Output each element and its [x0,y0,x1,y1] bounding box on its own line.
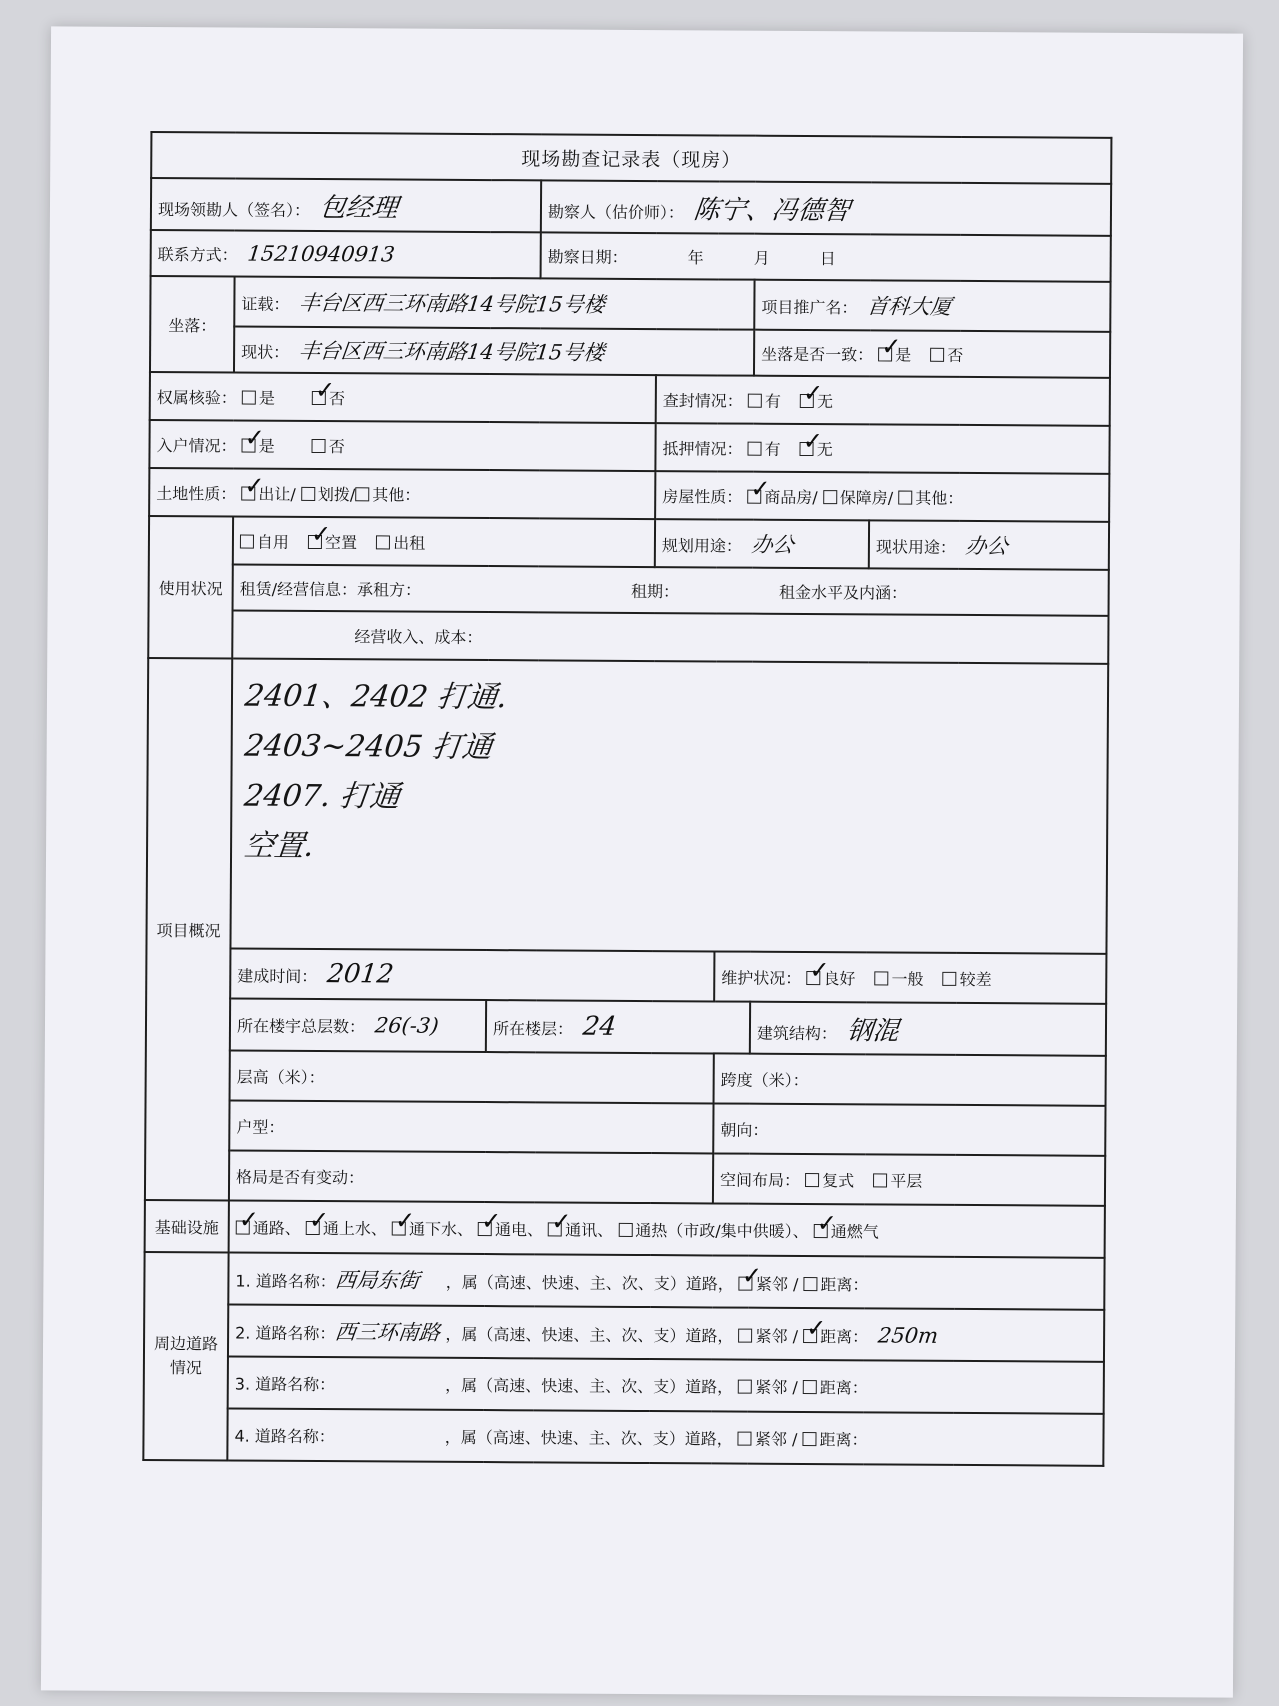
date-cell [541,232,1111,281]
floor-label: 所在楼层： [492,1019,574,1039]
usage-self-checkbox[interactable] [240,534,254,548]
usage-vacant-checkbox[interactable] [308,534,322,548]
roads-label-line2: 情况 [169,1358,202,1378]
infra-telecom-label: 通讯、 [565,1220,614,1240]
entry-yes-label: 是 [258,436,275,456]
seal-have-checkbox[interactable] [748,393,762,407]
seal-cell [656,375,1110,426]
road-4-prefix: 4. 道路名称： [234,1426,335,1446]
infra-telecom-checkbox[interactable] [548,1222,562,1236]
infra-road-checkbox[interactable] [236,1220,250,1234]
entry-cell [149,420,655,471]
infra-water-in-label: 通上水、 [322,1218,387,1238]
infra-water-out-label: 通下水、 [408,1219,474,1239]
usage-self-label: 自用 [256,532,290,552]
planned-cell [655,519,869,568]
ownership-no-checkbox[interactable] [312,390,326,404]
infra-power-checkbox[interactable] [478,1222,492,1236]
usage-rented-checkbox[interactable] [376,535,390,549]
infra-label: 基础设施 [145,1200,229,1253]
form-title: 现场勘查记录表（现房） [151,132,1111,184]
land-allocation-checkbox[interactable] [301,486,315,500]
road-4-adjacent-checkbox[interactable] [738,1431,752,1445]
maint-normal-checkbox[interactable] [874,971,888,985]
entry-yes-checkbox[interactable] [242,438,256,452]
house-other-label: 其他： [915,488,964,508]
space-label: 空间布局： [720,1169,801,1190]
promo-label: 项目推广名： [761,297,858,318]
orientation-cell [713,1103,1105,1155]
entry-no-checkbox[interactable] [312,438,326,452]
usage-vacant-label: 空置 [324,532,358,552]
road-3-distance-checkbox[interactable] [803,1379,817,1393]
consistent-label: 坐落是否一致： [761,344,874,364]
planned-label: 规划用途： [661,536,743,556]
land-label: 土地性质： [156,483,237,504]
built-cell [230,948,714,1001]
maint-poor-checkbox[interactable] [943,971,957,985]
house-commercial-label: 商品房/ [764,487,818,507]
infra-gas-label: 通燃气 [830,1221,879,1241]
promo-cell [754,280,1110,332]
actual-value: 办公 [964,533,1010,559]
structure-value: 钢混 [845,1015,901,1047]
leader-signature: 包经理 [318,192,400,223]
road-1-adjacent-checkbox[interactable] [739,1277,753,1291]
road-3-adjacent-checkbox[interactable] [738,1379,752,1393]
maint-good-checkbox[interactable] [806,971,820,985]
infra-power-label: 通电、 [495,1219,544,1239]
current-address: 丰台区西三环南路14号院15号楼 [297,338,606,365]
surveyor-label: 勘察人（估价师）： [547,201,685,222]
land-sep-label: / [349,484,356,504]
consistent-no-checkbox[interactable] [930,347,944,361]
road-4-adjacent-label: 紧邻 / [754,1429,798,1449]
house-cell [655,471,1109,522]
mortgage-label: 抵押情况： [662,438,743,459]
height-cell [230,1050,714,1103]
note-line-1: 2401、2402 打通. [243,678,509,716]
usage-options-cell [233,516,655,567]
current-cell [234,326,754,375]
floors-label: 所在楼宇总层数： [236,1016,366,1037]
road-2-prefix: 2. 道路名称： [235,1323,336,1344]
contact-value: 15210940913 [246,241,397,267]
road-2-distance-label: 距离： [820,1327,869,1347]
income-label: 经营收入、成本： [354,626,483,647]
unit-label: 户型： [236,1117,285,1137]
entry-no-label: 否 [328,436,345,456]
current-label: 现状： [241,342,290,362]
road-row-4 [227,1408,1103,1465]
entry-label: 入户情况： [156,435,237,456]
road-3-prefix: 3. 道路名称： [234,1374,336,1394]
seal-have-label: 有 [764,391,782,411]
land-transfer-checkbox[interactable] [241,486,255,500]
floor-cell [486,1000,750,1054]
road-1-adjacent-label: 紧邻 / [755,1274,799,1294]
space-flat-checkbox[interactable] [873,1173,887,1187]
road-3-mid: ，属（高速、快速、主、次、支）道路， [445,1375,734,1397]
leader-cell [151,178,541,232]
overview-notes [230,658,1108,953]
road-1-distance-label: 距离： [820,1275,869,1295]
road-2-adjacent-label: 紧邻 / [755,1326,799,1346]
layout-change-cell [229,1150,713,1203]
seal-none-label: 无 [816,391,834,411]
space-duplex-checkbox[interactable] [805,1173,819,1187]
infra-gas-checkbox[interactable] [814,1224,828,1238]
road-1-name: 西局东街 [334,1268,422,1293]
built-value: 2012 [325,959,396,990]
note-line-2: 2403~2405 打通 [242,728,495,766]
road-1-distance-checkbox[interactable] [803,1277,817,1291]
mortgage-none-checkbox[interactable] [800,441,814,455]
contact-cell [151,230,541,278]
consistent-yes-label: 是 [895,345,912,365]
space-cell [713,1153,1105,1205]
space-duplex-label: 复式 [822,1170,855,1190]
contact-label: 联系方式： [157,245,238,265]
surveyor-cell [541,180,1111,235]
consistent-cell [754,330,1110,378]
infra-heating-label: 通热（市政/集中供暖）、 [635,1220,809,1241]
paper-sheet [41,26,1243,1697]
structure-cell [750,1002,1106,1056]
survey-form-table [142,131,1112,1467]
overview-label: 项目概况 [145,658,232,1201]
mortgage-have-label: 有 [764,439,781,459]
cert-label: 证载： [241,294,290,314]
road-2-name: 西三环南路 [334,1320,442,1345]
consistent-no-label: 否 [947,345,964,365]
cert-address: 丰台区西三环南路14号院15号楼 [297,290,607,317]
cert-cell [234,277,754,330]
infra-options-cell [229,1200,1105,1257]
floor-value: 24 [581,1011,618,1042]
house-label: 房屋性质： [662,486,743,507]
span-label: 跨度（米）： [720,1069,809,1090]
usage-rented-label: 出租 [393,532,426,553]
infra-heating-checkbox[interactable] [618,1222,632,1236]
house-commercial-checkbox[interactable] [747,489,761,503]
road-2-distance-checkbox[interactable] [803,1329,817,1343]
mortgage-have-checkbox[interactable] [748,441,762,455]
road-1-prefix: 1. 道路名称： [235,1271,336,1292]
date-month: 月 [753,248,770,268]
ownership-label: 权属核验： [156,387,237,408]
infra-water-in-checkbox[interactable] [306,1220,320,1234]
mortgage-cell [655,423,1109,474]
ownership-no-label: 否 [328,388,346,408]
income-cell [232,610,1108,663]
land-other-checkbox[interactable] [355,487,369,501]
built-label: 建成时间： [237,966,318,987]
floors-cell [230,998,486,1052]
land-other-label: 其他： [372,484,421,505]
ownership-yes-checkbox[interactable] [242,390,256,404]
roads-label-line1: 周边道路 [153,1334,219,1354]
lease-cell [233,564,1109,615]
date-year: 年 [687,247,704,267]
mortgage-none-label: 无 [816,439,833,459]
promo-name: 首科大厦 [865,294,953,319]
note-line-3: 2407. 打通 [242,778,402,815]
house-affordable-checkbox[interactable] [823,490,837,504]
date-label: 勘察日期： [547,246,628,267]
unit-cell [229,1100,713,1153]
road-row-3 [228,1356,1104,1413]
orientation-label: 朝向： [720,1119,769,1140]
infra-water-out-checkbox[interactable] [392,1221,406,1235]
road-4-mid: ，属（高速、快速、主、次、支）道路， [444,1427,733,1449]
rent-label: 租金水平及内涵： [779,582,908,603]
maint-poor-label: 较差 [959,969,992,989]
span-cell [714,1053,1106,1105]
infra-road-label: 通路、 [252,1218,301,1238]
maint-good-label: 良好 [823,968,856,988]
consistent-yes-checkbox[interactable] [878,347,892,361]
height-label: 层高（米）： [236,1067,325,1087]
road-1-mid: ，属（高速、快速、主、次、支）道路， [445,1272,734,1294]
location-label: 坐落： [150,276,235,373]
land-transfer-label: 出让/ [258,484,296,504]
planned-value: 办公 [750,532,796,557]
usage-label: 使用状况 [148,516,233,659]
leader-label: 现场领勘人（签名）： [157,199,311,220]
seal-label: 查封情况： [662,390,743,411]
note-line-4: 空置. [242,828,316,864]
ownership-yes-label: 是 [258,388,276,408]
road-2-adjacent-checkbox[interactable] [739,1329,753,1343]
lease-term-label: 租期： [631,581,680,601]
ownership-cell [150,372,656,423]
maint-normal-label: 一般 [891,969,924,989]
road-4-distance-label: 距离： [819,1429,868,1449]
actual-label: 现状用途： [875,537,957,557]
maint-label: 维护状况： [721,967,802,988]
space-flat-label: 平层 [890,1171,923,1191]
lease-label: 租赁/经营信息：承租方： [239,579,422,600]
land-allocation-label: 划拨 [317,484,350,504]
floors-value: 26(-3) [373,1013,440,1038]
surveyor-signature: 陈宁、冯德智 [692,194,852,226]
house-other-checkbox[interactable] [898,490,912,504]
maint-cell [714,951,1106,1003]
date-day: 日 [819,248,836,268]
road-row-2 [228,1304,1104,1361]
seal-none-checkbox[interactable] [800,393,814,407]
road-2-mid: ，属（高速、快速、主、次、支）道路， [445,1324,734,1346]
road-row-1 [228,1252,1104,1309]
road-3-distance-label: 距离： [819,1377,868,1397]
road-2-distance-value: 250m [876,1323,940,1348]
road-4-distance-checkbox[interactable] [802,1431,816,1445]
actual-cell [869,520,1109,569]
layout-change-label: 格局是否有变动： [236,1167,365,1187]
structure-label: 建筑结构： [756,1023,838,1043]
road-3-adjacent-label: 紧邻 / [755,1377,798,1397]
roads-label [143,1252,228,1461]
house-affordable-label: 保障房/ [839,487,894,508]
land-cell [149,468,655,519]
